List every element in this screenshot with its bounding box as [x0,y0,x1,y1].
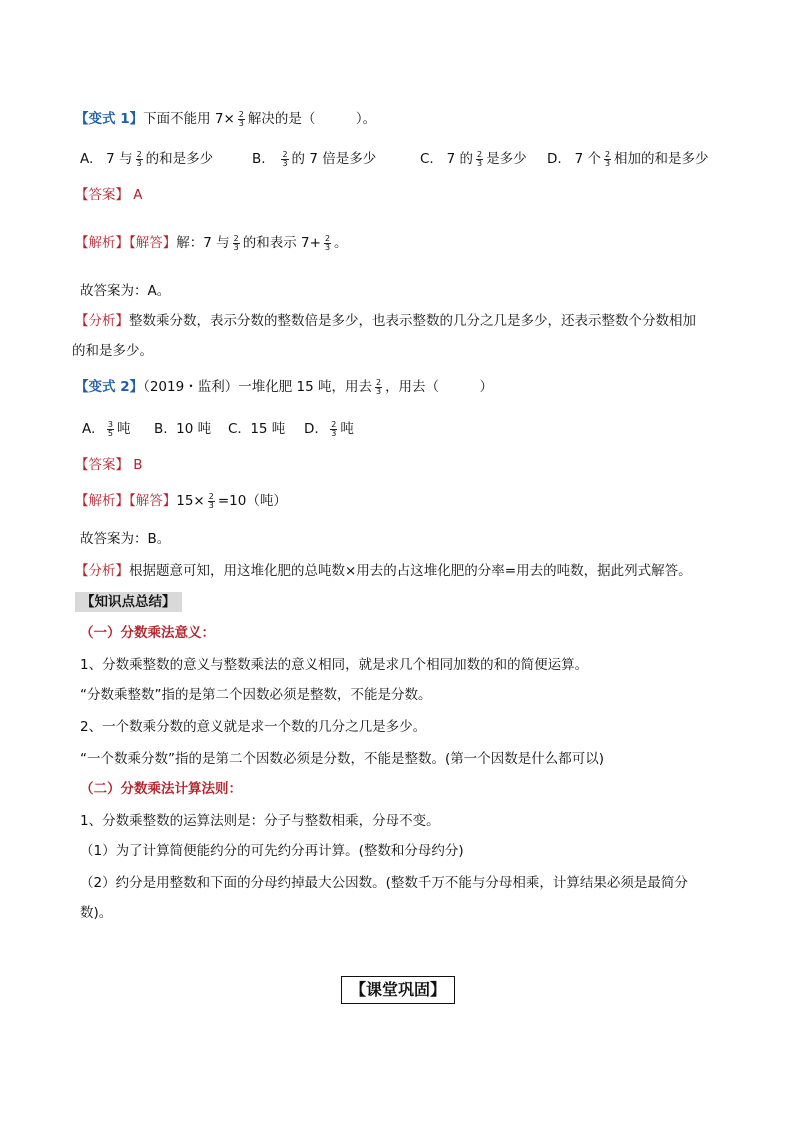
summary-title: 【知识点总结】 [75,592,182,612]
variant2-tag: 【变式 2】 [75,379,144,395]
variant1-tag: 【变式 1】 [75,111,144,127]
variant2-conclusion: 故答案为：B。 [80,531,171,547]
variant1-question [75,110,376,128]
variant1-options [80,150,709,168]
section1-para3: 2、一个数乘分数的意义就是求一个数的几分之几是多少。 [80,719,427,735]
answer-tag: 【答案】 [75,457,129,473]
option-a: A. 7 与 $\frac{2}{3}$ 的和是多少 [80,149,214,168]
section2-para4: 数)。 [80,905,113,921]
variant1-question-pre: 下面不能用 7× [143,111,235,127]
answer-value: B [133,457,143,473]
fraction: $\frac{2}{3}$ [604,149,611,168]
section2-para3: （2）约分是用整数和下面的分母约掉最大公因数。(整数千万不能与分母相乘，计算结果必须是最简分 [80,875,688,891]
variant1-fenxi: 【分析】整数乘分数，表示分数的整数倍是多少，也表示整数的几分之几是多少，还表示整数个分数相加 [75,313,696,329]
answer-tag: 【答案】 [75,187,129,203]
analysis-tag: 【解析】【解答】 [75,493,177,509]
fraction: $\frac{2}{3}$ [233,233,239,252]
fenxi-tag: 【分析】 [75,563,129,579]
option-d: D. 7 个 $\frac{2}{3}$ 相加的和是多少 [547,149,709,168]
section2-title: （二）分数乘法计算法则： [80,781,242,797]
fraction: $\frac{2}{3}$ [476,149,483,168]
variant2-options [82,420,354,438]
section2-para1: 1、分数乘整数的运算法则是：分子与整数相乘，分母不变。 [80,813,440,829]
option-d: D. $\frac{2}{3}$ 吨 [304,419,354,438]
section1-para4: “一个数乘分数”指的是第二个因数必须是分数，不能是整数。(第一个因数是什么都可以) [80,751,605,767]
section1-title: （一）分数乘法意义： [80,625,215,641]
fraction: $\frac{2}{3}$ [282,149,288,168]
section1-para1: 1、分数乘整数的意义与整数乘法的意义相同，就是求几个相同加数的和的简便运算。 [80,657,589,673]
option-b: B. 10 吨 [154,421,212,437]
fraction: $\frac{2}{3}$ [208,491,214,510]
variant1-fenxi-line2: 的和是多少。 [72,343,153,359]
option-a: A. $\frac{3}{5}$ 吨 [82,419,131,438]
variant2-question: 【变式 2】（2019・监利）一堆化肥 15 吨，用去 $\frac{2}{3}$ ，用去（ ） [75,377,494,396]
fraction: $\frac{2}{3}$ [331,419,337,438]
variant1-conclusion: 故答案为：A。 [80,283,171,299]
fraction: $\frac{2}{3}$ [238,109,244,128]
fraction: $\frac{3}{5}$ [107,419,113,438]
option-b: B. $\frac{2}{3}$ 的 7 倍是多少 [252,149,377,168]
analysis-tag: 【解析】【解答】 [75,235,177,251]
variant1-answer [75,186,143,204]
option-c: C. 7 的 $\frac{2}{3}$ 是多少 [420,149,527,168]
option-c: C. 15 吨 [228,421,286,437]
answer-value: A [133,187,143,203]
section1-para2: “分数乘整数”指的是第二个因数必须是整数，不能是分数。 [80,687,432,703]
fraction: $\frac{2}{3}$ [324,233,331,252]
class-consolidation-title: 【课堂巩固】 [341,976,455,1004]
fraction: $\frac{2}{3}$ [136,149,142,168]
variant2-answer [75,456,143,474]
section2-para2: （1）为了计算简便能约分的可先约分再计算。(整数和分母约分) [80,843,464,859]
variant1-analysis: 【解析】【解答】解：7 与 $\frac{2}{3}$ 的和表示 7+ $\frac{2}{3}$ 。 [75,233,348,252]
variant2-fenxi: 【分析】根据题意可知，用这堆化肥的总吨数×用去的占这堆化肥的分率=用去的吨数，据此列式解答。 [75,563,692,579]
fenxi-tag: 【分析】 [75,313,129,329]
variant2-analysis: 【解析】【解答】15× $\frac{2}{3}$ =10（吨） [75,491,287,510]
fraction: $\frac{2}{3}$ [375,377,382,396]
variant1-question-post: 解决的是（ ）。 [247,111,377,127]
